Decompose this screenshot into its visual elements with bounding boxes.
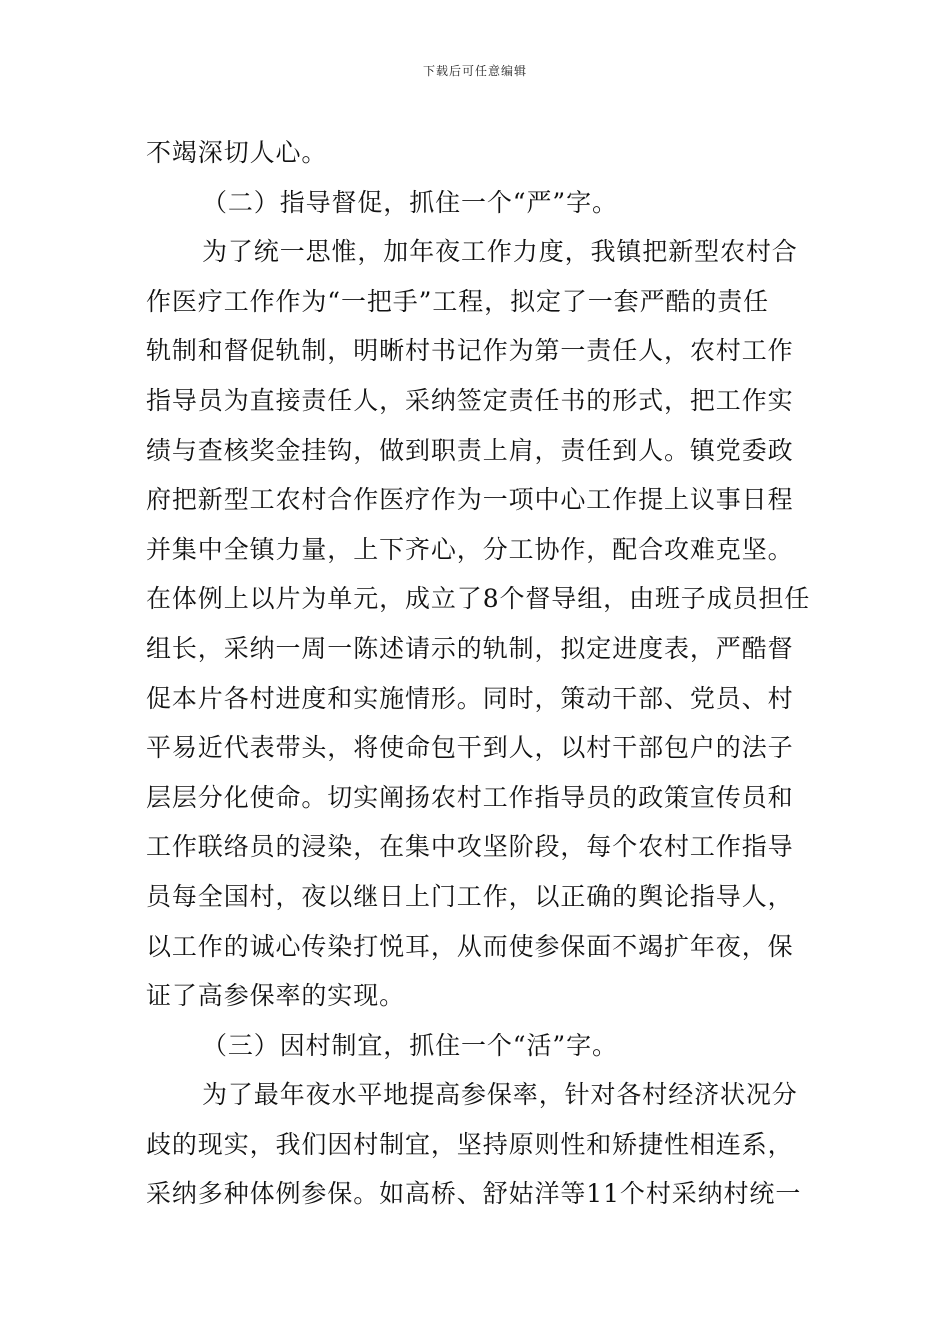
- text-line: 在体例上以片为单元，成立了8个督导组，由班子成员担任: [146, 584, 811, 614]
- text-line: 组长，采纳一周一陈述请示的轨制，拟定进度表，严酷督: [146, 633, 794, 663]
- text-line: 层层分化使命。切实阐扬农村工作指导员的政策宣传员和: [146, 782, 794, 812]
- text-line: 员每全国村，夜以继日上门工作，以正确的舆论指导人，: [146, 881, 794, 911]
- text-line: 指导员为直接责任人，采纳签定责任书的形式，把工作实: [146, 385, 794, 415]
- document-body: [146, 128, 811, 1219]
- text-line: 作医疗工作作为“一把手”工程，拟定了一套严酷的责任: [146, 286, 770, 316]
- text-line: 为了统一思惟，加年夜工作力度，我镇把新型农村合: [202, 237, 798, 267]
- text-line: 证了高参保率的实现。: [146, 981, 406, 1011]
- text-line: 工作联络员的浸染，在集中攻坚阶段，每个农村工作指导: [146, 832, 794, 862]
- text-line: 不竭深切人心。: [146, 138, 328, 167]
- text-line: 轨制和督促轨制，明晰村书记作为第一责任人，农村工作: [146, 336, 794, 366]
- section-heading: （三）因村制宜，抓住一个“活”字。: [202, 1030, 618, 1060]
- text-line: 为了最年夜水平地提高参保率，针对各村经济状况分: [202, 1080, 798, 1110]
- section-heading: （二）指导督促，抓住一个“严”字。: [202, 187, 618, 217]
- text-line: 并集中全镇力量，上下齐心，分工协作，配合攻难克坚。: [146, 534, 794, 564]
- text-line: 绩与查核奖金挂钩，做到职责上肩，责任到人。镇党委政: [146, 435, 794, 465]
- text-line: 府把新型工农村合作医疗作为一项中心工作提上议事日程: [146, 485, 794, 515]
- header-note: 下载后可任意编辑: [422, 64, 527, 78]
- text-line: 采纳多种体例参保。如高桥、舒姑洋等11个村采纳村统一: [146, 1179, 802, 1209]
- text-line: 歧的现实，我们因村制宜，坚持原则性和矫捷性相连系，: [146, 1129, 794, 1159]
- text-line: 平易近代表带头，将使命包干到人，以村干部包户的法子: [146, 733, 794, 763]
- text-line: 以工作的诚心传染打悦耳，从而使参保面不竭扩年夜，保: [146, 931, 794, 961]
- text-line: 促本片各村进度和实施情形。同时，策动干部、党员、村: [146, 683, 794, 713]
